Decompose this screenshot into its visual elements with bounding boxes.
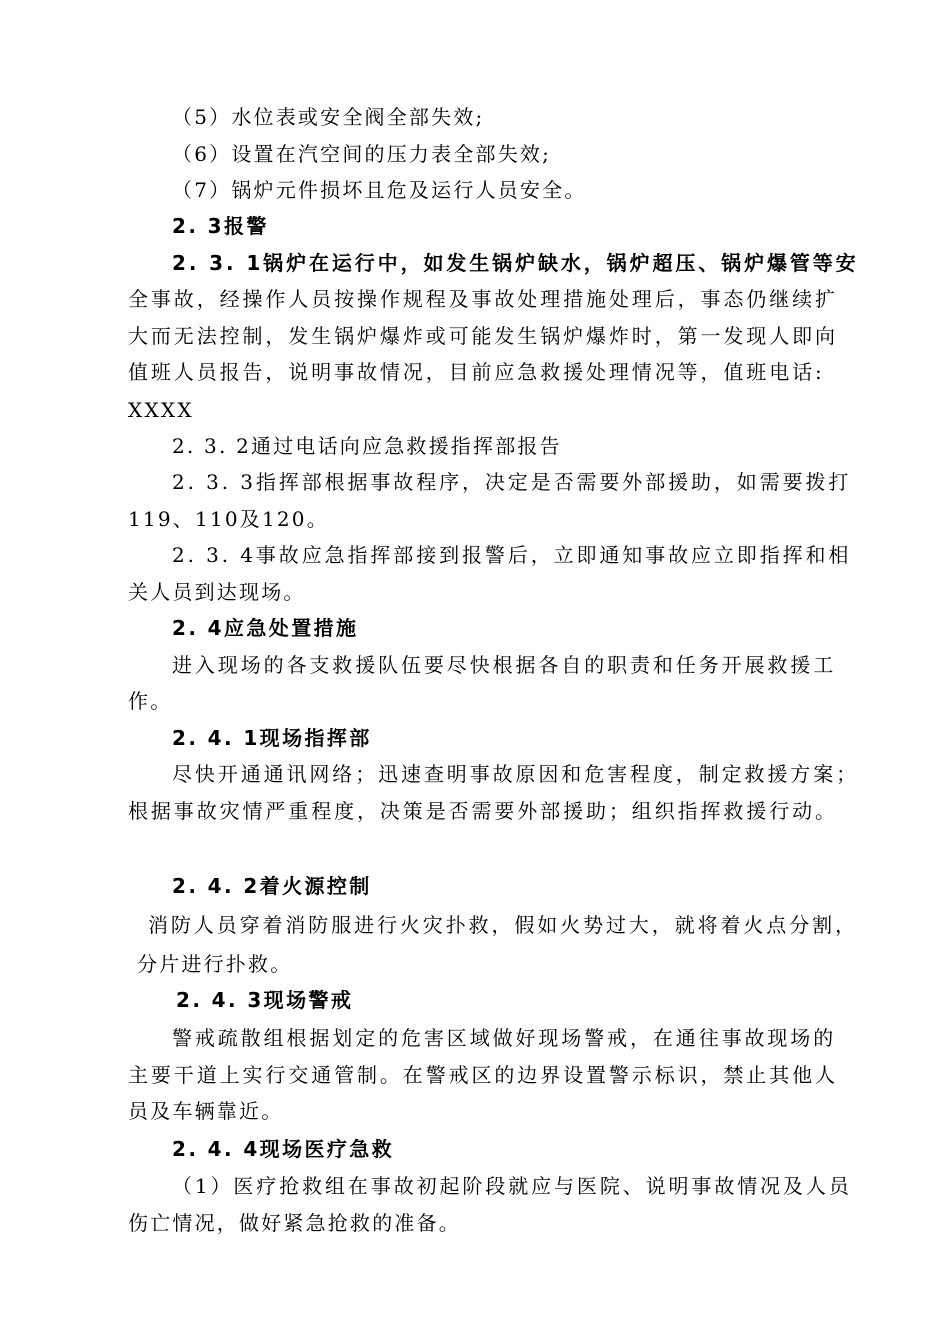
para-2-3-1-line2: 全事故，经操作人员按操作规程及事故处理措施处理后，事态仍继续扩 (128, 287, 838, 311)
para-2-4-line2: 作。 (128, 689, 173, 713)
para-2-4-3-line2: 主要干道上实行交通管制。在警戒区的边界设置警示标识，禁止其他人 (128, 1063, 838, 1087)
heading-2-4-3: 2. 4. 3现场警戒 (176, 988, 354, 1012)
para-2-3-3-line2: 119、110及120。 (128, 507, 329, 531)
para-2-3-4-line2: 关人员到达现场。 (128, 580, 306, 604)
heading-2-3: 2. 3报警 (172, 214, 269, 238)
heading-2-4: 2. 4应急处置措施 (172, 616, 359, 640)
para-2-4-1-line2: 根据事故灾情严重程度，决策是否需要外部援助；组织指挥救援行动。 (128, 799, 838, 823)
para-2-4-3-line1: 警戒疏散组根据划定的危害区域做好现场警戒，在通往事故现场的 (172, 1026, 837, 1050)
para-2-4-1-line1: 尽快开通通讯网络；迅速查明事故原因和危害程度，制定救援方案； (172, 762, 859, 786)
para-2-4-line1: 进入现场的各支救援队伍要尽快根据各自的职责和任务开展救援工 (172, 653, 837, 677)
para-2-3-4-line1: 2. 3. 4事故应急指挥部接到报警后，立即通知事故应立即指挥和相 (172, 543, 852, 567)
para-2-3-1-line3: 大而无法控制，发生锅炉爆炸或可能发生锅炉爆炸时，第一发现人即向 (128, 324, 838, 348)
para-2-4-2-line2: 分片进行扑救。 (137, 952, 293, 976)
heading-2-4-2: 2. 4. 2着火源控制 (172, 874, 372, 898)
para-2-4-2-line1: 消防人员穿着消防服进行火灾扑救，假如火势过大，就将着火点分割， (148, 913, 858, 937)
heading-2-4-1: 2. 4. 1现场指挥部 (172, 726, 372, 750)
para-2-3-1-line4: 值班人员报告，说明事故情况，目前应急救援处理情况等，值班电话: (128, 360, 825, 384)
para-2-4-4-line2: 伤亡情况，做好紧急抢救的准备。 (128, 1211, 461, 1235)
heading-2-4-4: 2. 4. 4现场医疗急救 (172, 1137, 395, 1161)
list-item-5: （5）水位表或安全阀全部失效; (172, 105, 485, 129)
para-2-4-3-line3: 员及车辆靠近。 (128, 1099, 284, 1123)
list-item-6: （6）设置在汽空间的压力表全部失效; (172, 142, 552, 166)
para-2-3-1-line5: XXXX (128, 398, 194, 422)
list-item-7: （7）锅炉元件损坏且危及运行人员安全。 (172, 178, 587, 202)
para-2-3-1-line1: 2. 3. 1锅炉在运行中，如发生锅炉缺水，锅炉超压、锅炉爆管等安 (172, 251, 859, 275)
para-2-3-3-line1: 2. 3. 3指挥部根据事故程序，决定是否需要外部援助，如需要拨打 (172, 470, 852, 494)
para-2-4-4-line1: （1）医疗抢救组在事故初起阶段就应与医院、说明事故情况及人员 (172, 1174, 852, 1198)
para-2-3-2: 2. 3. 2通过电话向应急救援指挥部报告 (172, 434, 562, 458)
